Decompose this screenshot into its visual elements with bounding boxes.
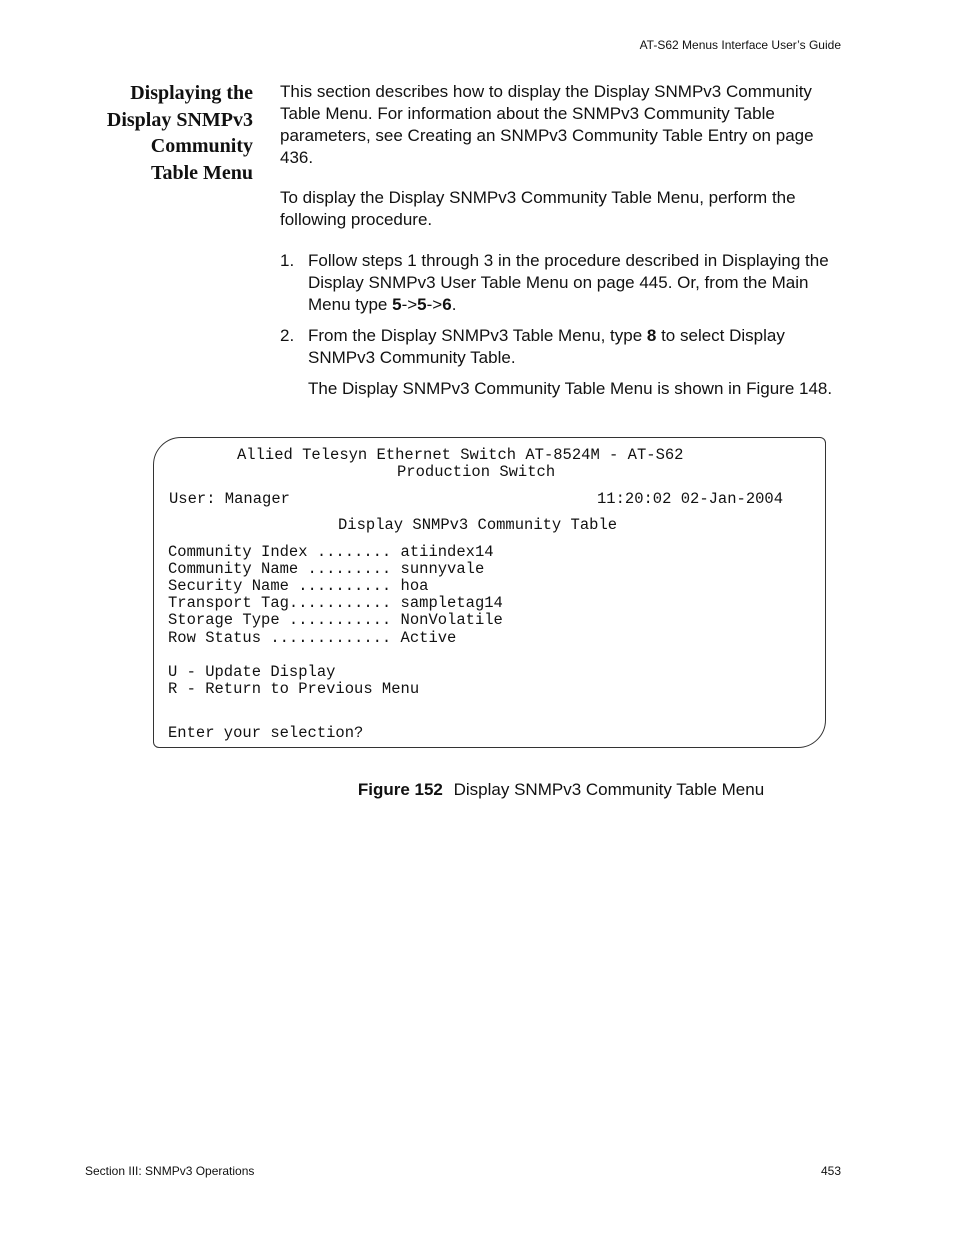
intro-paragraph: This section describes how to display the Display SNMPv3 Community Table Menu. For information about the SNMPv3 Community Table parameters, see Creating an SNMPv3 Community Table Entry on page 436. bbox=[280, 82, 814, 167]
terminal-field: Community Index ........ atiindex14 bbox=[168, 543, 494, 561]
terminal-field: Transport Tag........... sampletag14 bbox=[168, 594, 503, 612]
step-number: 2. bbox=[280, 326, 295, 345]
step-item bbox=[280, 250, 845, 316]
terminal-option: R - Return to Previous Menu bbox=[168, 680, 420, 698]
menu-key: 5 bbox=[392, 295, 402, 314]
terminal-prompt: Enter your selection? bbox=[168, 724, 364, 742]
step-text-end: . bbox=[451, 295, 457, 314]
terminal-field: Storage Type ........... NonVolatile bbox=[168, 611, 503, 629]
terminal-subtitle: Production Switch bbox=[397, 463, 556, 481]
figure-caption-text: Display SNMPv3 Community Table Menu bbox=[453, 780, 765, 799]
step-number: 1. bbox=[280, 251, 295, 270]
page-number: 453 bbox=[820, 1164, 841, 1178]
terminal-field: Security Name .......... hoa bbox=[168, 577, 429, 595]
menu-key: 6 bbox=[442, 295, 452, 314]
step-note: The Display SNMPv3 Community Table Menu is shown in Figure 148. bbox=[308, 379, 833, 398]
terminal-field: Community Name ......... sunnyvale bbox=[168, 560, 485, 578]
menu-key: 5 bbox=[417, 295, 427, 314]
figure-label: Figure 152 bbox=[357, 780, 443, 799]
key-separator: -> bbox=[426, 295, 443, 314]
step-item bbox=[280, 325, 845, 400]
procedure-intro-paragraph: To display the Display SNMPv3 Community Table Menu, perform the following procedure. bbox=[280, 188, 796, 229]
terminal-screen bbox=[153, 437, 826, 748]
section-heading-line: Community bbox=[150, 135, 253, 157]
terminal-timestamp: 11:20:02 02-Jan-2004 bbox=[597, 490, 784, 508]
menu-key: 8 bbox=[646, 326, 657, 345]
figure-caption bbox=[0, 780, 954, 800]
key-separator: -> bbox=[401, 295, 418, 314]
section-heading bbox=[60, 80, 253, 186]
terminal-user: User: Manager bbox=[169, 490, 290, 508]
running-header: AT-S62 Menus Interface User’s Guide bbox=[639, 38, 841, 52]
step-text: From the Display SNMPv3 Table Menu, type bbox=[308, 326, 647, 345]
procedure-steps bbox=[280, 250, 845, 409]
terminal-option: U - Update Display bbox=[168, 663, 336, 681]
step-text-end: to select Display SNMPv3 Community Table. bbox=[308, 326, 785, 367]
terminal-title: Allied Telesyn Ethernet Switch AT-8524M - AT-S62 bbox=[237, 446, 684, 464]
section-heading-line: Table Menu bbox=[150, 161, 253, 184]
section-heading-line: Display SNMPv3 bbox=[106, 108, 253, 131]
section-heading-line: Displaying the bbox=[130, 82, 253, 104]
terminal-screen-title: Display SNMPv3 Community Table bbox=[338, 516, 618, 534]
terminal-field: Row Status ............. Active bbox=[168, 629, 457, 647]
footer-section: Section III: SNMPv3 Operations bbox=[85, 1164, 255, 1178]
step-text: Follow steps 1 through 3 in the procedure described in Displaying the Display SNMPv3 User Table Menu on page 445. Or, from the Main Menu type bbox=[308, 251, 829, 314]
